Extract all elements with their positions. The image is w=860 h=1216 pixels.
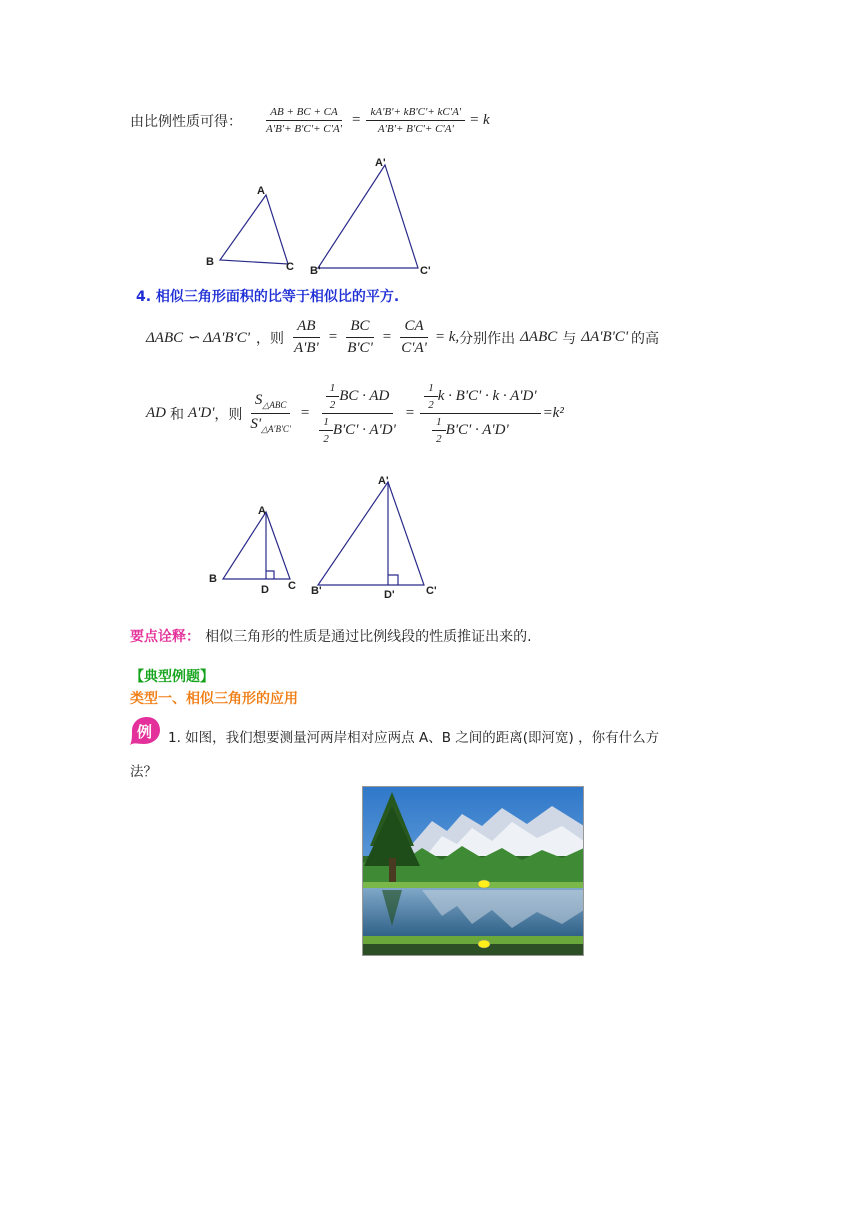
vertex-label-a-prime: A' (378, 475, 389, 487)
area-ratio-line (146, 382, 564, 445)
area-subscript: △ABC (262, 400, 287, 410)
key-point-label: 要点诠释： (130, 629, 200, 645)
key-point-text: 相似三角形的性质是通过比例线段的性质推证出来的. (205, 629, 532, 645)
fraction-numerator: kA'B'+ kB'C'+ kC'A' (366, 106, 465, 121)
fraction-rhs (366, 106, 465, 135)
example-question-line2: 法？ (130, 764, 157, 780)
product-prime: B'C' · A'D' (332, 422, 396, 438)
half-denominator: 2 (329, 399, 336, 411)
foot-label-d-prime: D' (384, 589, 395, 601)
vertex-label-b: B (209, 573, 217, 585)
fraction-numerator: AB (293, 318, 319, 338)
large-triangle (318, 165, 418, 268)
river-photo (362, 786, 584, 956)
proportion-formula-line (130, 106, 490, 135)
area-symbol: S (254, 392, 263, 408)
type-one-heading: 类型一、相似三角形的应用 (130, 691, 298, 707)
proportion-equation: $\frac{AB + BC + CA}{A'B'+ B'C'+ C'A'}$ = $\frac{kA'B'+ kB'C'+ kC'A'}{A'B'+ B'C'+ C'A'}$ = k (262, 106, 490, 135)
similar-triangles-figure (200, 150, 450, 280)
fraction-denominator: A'B'+ B'C'+ C'A' (377, 123, 454, 135)
fraction-numerator: CA (400, 318, 427, 338)
product-bc-ad: BC · AD (339, 388, 390, 404)
large-triangle (318, 482, 424, 585)
connective-with: 与 (562, 330, 577, 347)
half-numerator: 1 (432, 416, 446, 431)
vertex-label-c: C (288, 580, 296, 592)
ratio-ab (290, 318, 323, 357)
half-denominator: 2 (323, 433, 329, 445)
fraction-denominator: A'B' (293, 340, 319, 356)
half-denominator: 2 (436, 433, 442, 445)
altitude-triangles-figure (198, 468, 448, 604)
fraction-numerator: AB + BC + CA (266, 106, 341, 121)
similarity-relation: ΔABC ∽ ΔA'B'C' (146, 330, 250, 346)
vertex-label-b: B (206, 256, 214, 268)
vertex-label-c: C (286, 261, 294, 273)
point-4-title: 4. 相似三角形面积的比等于相似比的平方. (136, 289, 400, 305)
height-ad: AD (146, 405, 166, 421)
vertex-label-a-prime: A' (375, 157, 386, 169)
one-half (319, 416, 333, 445)
right-angle-mark (266, 571, 274, 579)
connective-and: 和 (170, 406, 184, 423)
connective-then: ，则 (214, 406, 243, 423)
fraction-denominator: C'A' (401, 340, 427, 356)
similarity-ratio-line (146, 318, 659, 357)
example-badge-text: 例 (137, 723, 153, 741)
fraction-denominator: B'C' (347, 340, 373, 356)
half-numerator: 1 (326, 382, 340, 397)
connective-then: ，则 (255, 330, 284, 347)
product-prime: B'C' · A'D' (445, 422, 509, 438)
area-ratio-equation: $\frac{S_{\triangle ABC}}{S'_{\triangle A'B'C'}}$ = $\frac{1}{2}$ BC · AD $\frac{1}{2}$ B'C' · A'D' = $\frac{1}{2}$ k · B'C' · k · A'D' $\frac{1}{2}$ B'C' · A'D' =k² (246, 382, 563, 445)
foot-label-d: D (261, 584, 269, 596)
vertex-label-a: A (258, 505, 266, 517)
area-subscript-prime: △A'B'C' (261, 424, 291, 434)
ratio-equation: $\frac{AB}{A'B'}$ = $\frac{BC}{B'C'}$ = $\frac{CA}{C'A'}$ = k, (290, 318, 459, 357)
small-triangle (223, 512, 290, 579)
half-numerator: 1 (424, 382, 438, 397)
point-a-marker (478, 880, 490, 888)
vertex-label-c-prime: C' (420, 265, 431, 277)
ratio-bc (343, 318, 377, 357)
example-question-line1: 1. 如图，我们想要测量河两岸相对应两点 A、B 之间的距离(即河宽) ，你有什么方 (168, 730, 660, 746)
fraction-lhs (262, 106, 346, 135)
vertex-label-a: A (257, 185, 265, 197)
draw-heights-text: 分别作出 (459, 330, 516, 347)
formula-result: = k (469, 112, 490, 128)
triangle-a-prime: ΔA'B'C' (581, 329, 629, 345)
area-fraction (246, 392, 294, 435)
one-half (432, 416, 446, 445)
key-point-line (130, 626, 532, 646)
proportion-prefix: 由比例性质可得： (130, 113, 242, 130)
right-angle-mark (388, 575, 398, 585)
point-b-marker (478, 940, 490, 948)
half-numerator: 1 (319, 416, 333, 431)
ratio-ca (397, 318, 431, 357)
ratio-k: = k, (434, 329, 460, 345)
heights-suffix: 的高 (631, 330, 660, 347)
fraction-numerator: BC (346, 318, 373, 338)
area-symbol-prime: S' (250, 416, 262, 432)
area-result: =k² (542, 405, 564, 421)
typical-examples-heading: 【典型例题】 (130, 669, 214, 685)
one-half (424, 382, 438, 411)
vertex-label-c-prime: C' (426, 585, 437, 597)
triangle-abc: ΔABC (520, 329, 558, 345)
vertex-label-b-prime: B' (310, 265, 321, 277)
one-half (326, 382, 340, 411)
vertex-label-b-prime: B' (311, 585, 322, 597)
fraction-denominator: A'B'+ B'C'+ C'A' (266, 123, 343, 135)
k-product-fraction (420, 382, 540, 445)
small-triangle (220, 195, 288, 264)
example-badge (128, 716, 162, 746)
height-a-prime-d-prime: A'D' (188, 405, 215, 421)
k-product: k · B'C' · k · A'D' (437, 388, 537, 404)
half-denominator: 2 (428, 399, 434, 411)
half-product-fraction (315, 382, 399, 445)
